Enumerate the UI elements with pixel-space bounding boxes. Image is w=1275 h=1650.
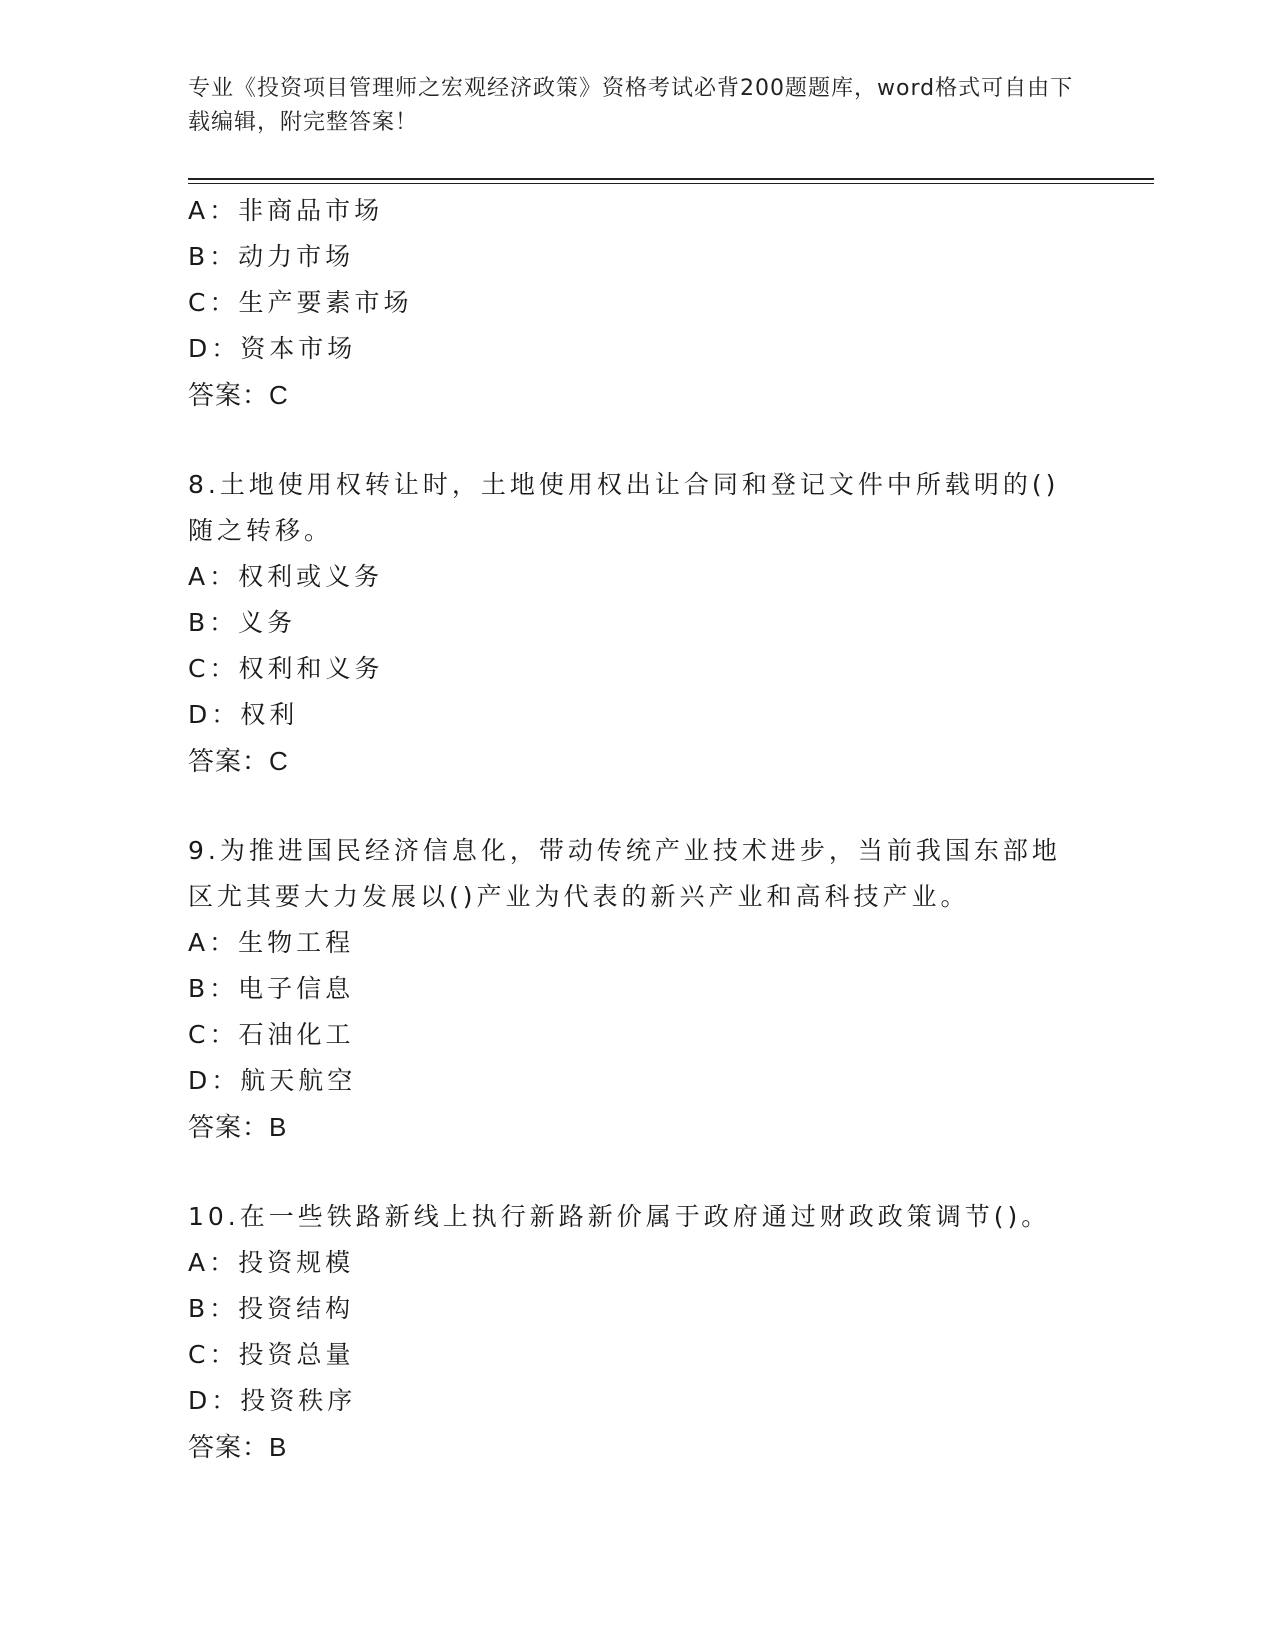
option-c: C：权利和义务	[188, 654, 384, 683]
question-text: 10.在一些铁路新线上执行新路新价属于政府通过财政政策调节()。	[188, 1202, 1051, 1231]
block-spacer	[188, 418, 1088, 462]
answer-line: 答案：B	[188, 1432, 288, 1462]
option-b: B：义务	[188, 608, 297, 637]
question-block-10	[188, 1194, 1088, 1470]
option-d: D：权利	[188, 700, 299, 729]
option-a: A：非商品市场	[188, 196, 384, 225]
block-spacer	[188, 784, 1088, 828]
option-c: C：生产要素市场	[188, 288, 413, 317]
block-spacer	[188, 1150, 1088, 1194]
header-rule-thin	[188, 183, 1154, 184]
question-text: 9.为推进国民经济信息化，带动传统产业技术进步，当前我国东部地区尤其要大力发展以()产业为代表的新兴产业和高科技产业。	[188, 836, 1061, 911]
question-text: 8.土地使用权转让时，土地使用权出让合同和登记文件中所载明的()随之转移。	[188, 470, 1060, 545]
answer-line: 答案：C	[188, 380, 289, 410]
document-header: 专业《投资项目管理师之宏观经济政策》资格考试必背200题题库，word格式可自由下载编辑，附完整答案！	[188, 76, 1074, 135]
option-d: D：投资秩序	[188, 1386, 357, 1415]
option-d: D：资本市场	[188, 334, 357, 363]
option-c: C：投资总量	[188, 1340, 355, 1369]
header-rule-thick	[188, 178, 1154, 180]
question-list	[188, 188, 1088, 1470]
option-b: B：投资结构	[188, 1294, 355, 1323]
option-a: A：权利或义务	[188, 562, 384, 591]
question-block-partial	[188, 188, 1088, 418]
option-a: A：生物工程	[188, 928, 355, 957]
option-c: C：石油化工	[188, 1020, 355, 1049]
question-block-8	[188, 462, 1088, 784]
answer-line: 答案：C	[188, 746, 289, 776]
option-a: A：投资规模	[188, 1248, 355, 1277]
option-b: B：动力市场	[188, 242, 355, 271]
option-b: B：电子信息	[188, 974, 355, 1003]
answer-line: 答案：B	[188, 1112, 288, 1142]
question-block-9	[188, 828, 1088, 1150]
option-d: D：航天航空	[188, 1066, 357, 1095]
